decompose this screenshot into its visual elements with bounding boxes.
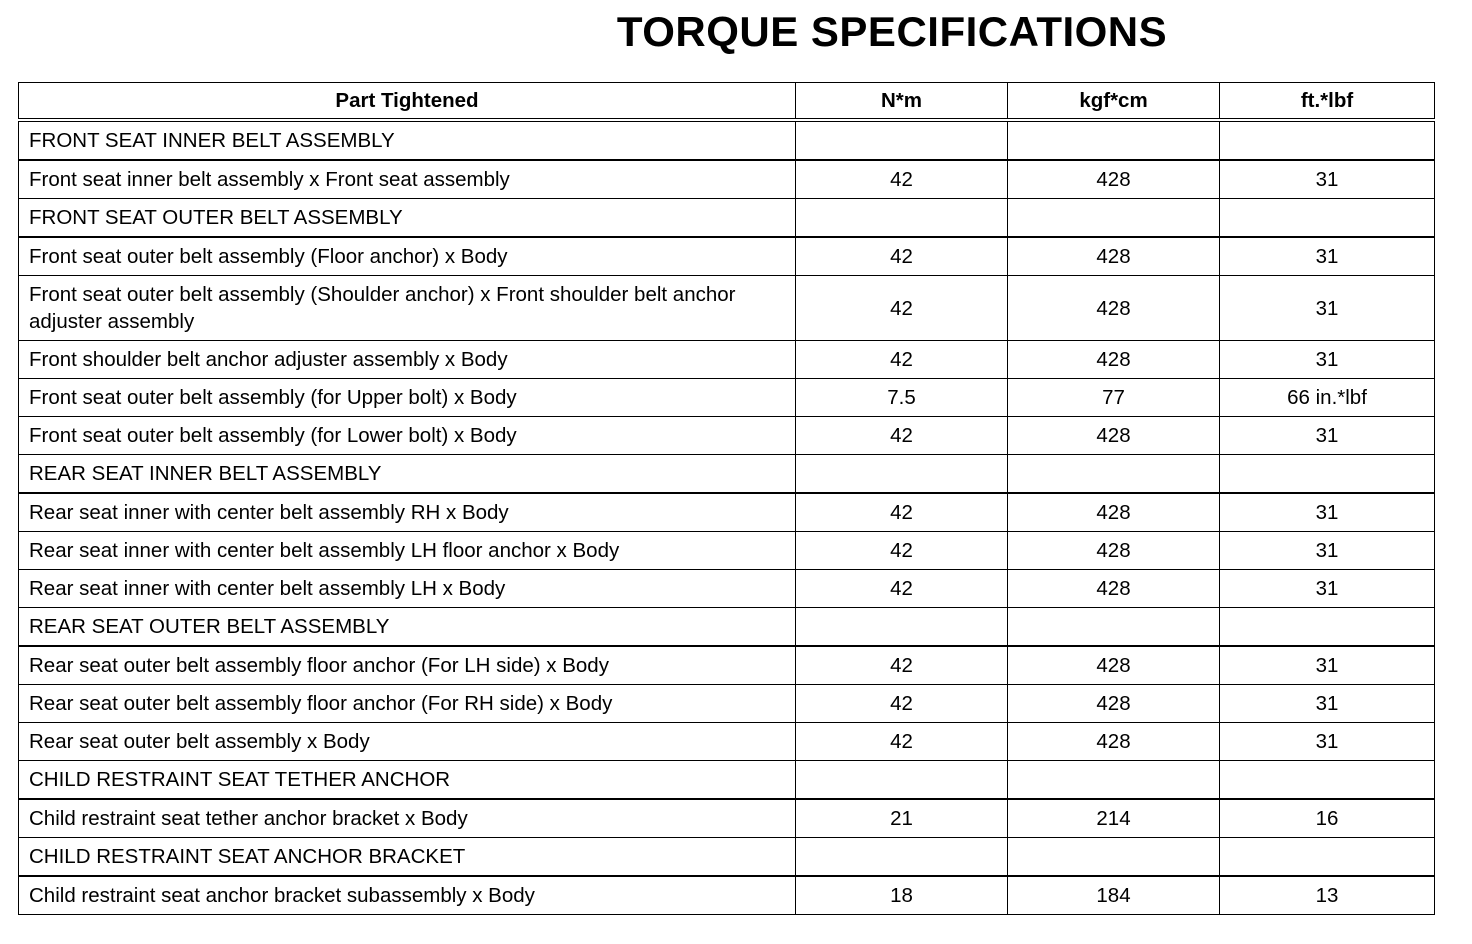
ft-cell: 31 — [1220, 493, 1435, 532]
kgf-cell: 428 — [1008, 237, 1220, 276]
part-cell: REAR SEAT OUTER BELT ASSEMBLY — [19, 608, 796, 647]
ft-cell: 31 — [1220, 160, 1435, 199]
ft-cell — [1220, 199, 1435, 238]
part-cell: Rear seat outer belt assembly floor anchor (For LH side) x Body — [19, 646, 796, 685]
nm-cell: 42 — [796, 723, 1008, 761]
ft-cell: 31 — [1220, 570, 1435, 608]
torque-spec-table — [18, 82, 1435, 915]
kgf-cell: 428 — [1008, 417, 1220, 455]
ft-cell: 31 — [1220, 685, 1435, 723]
nm-cell — [796, 120, 1008, 160]
table-row — [19, 570, 1435, 608]
ft-cell — [1220, 761, 1435, 800]
kgf-cell: 184 — [1008, 876, 1220, 915]
ft-cell — [1220, 120, 1435, 160]
part-cell: FRONT SEAT INNER BELT ASSEMBLY — [19, 120, 796, 160]
part-cell: Rear seat inner with center belt assembly RH x Body — [19, 493, 796, 532]
ft-cell: 31 — [1220, 646, 1435, 685]
ft-cell: 31 — [1220, 417, 1435, 455]
kgf-cell — [1008, 120, 1220, 160]
kgf-cell: 428 — [1008, 570, 1220, 608]
part-cell: Front seat outer belt assembly (Shoulder anchor) x Front shoulder belt anchor adjuster assembly — [19, 276, 796, 341]
nm-cell — [796, 199, 1008, 238]
kgf-cell — [1008, 199, 1220, 238]
part-cell: Rear seat outer belt assembly floor anchor (For RH side) x Body — [19, 685, 796, 723]
nm-cell: 42 — [796, 417, 1008, 455]
kgf-cell: 428 — [1008, 341, 1220, 379]
nm-cell: 42 — [796, 685, 1008, 723]
kgf-cell: 428 — [1008, 646, 1220, 685]
ft-cell: 66 in.*lbf — [1220, 379, 1435, 417]
kgf-cell: 428 — [1008, 276, 1220, 341]
part-cell: Front seat outer belt assembly (for Lower bolt) x Body — [19, 417, 796, 455]
nm-cell — [796, 761, 1008, 800]
nm-cell: 18 — [796, 876, 1008, 915]
ft-cell: 16 — [1220, 799, 1435, 838]
table-row — [19, 417, 1435, 455]
part-cell: Front shoulder belt anchor adjuster assembly x Body — [19, 341, 796, 379]
ft-cell: 31 — [1220, 341, 1435, 379]
nm-cell — [796, 838, 1008, 877]
kgf-cell — [1008, 838, 1220, 877]
kgf-cell: 428 — [1008, 532, 1220, 570]
table-section-row — [19, 608, 1435, 647]
part-cell: REAR SEAT INNER BELT ASSEMBLY — [19, 455, 796, 494]
nm-cell — [796, 455, 1008, 494]
kgf-cell: 428 — [1008, 723, 1220, 761]
table-row — [19, 341, 1435, 379]
header-nm: N*m — [796, 83, 1008, 121]
part-cell: Rear seat outer belt assembly x Body — [19, 723, 796, 761]
kgf-cell: 214 — [1008, 799, 1220, 838]
table-section-row — [19, 761, 1435, 800]
page-title: TORQUE SPECIFICATIONS — [616, 8, 1168, 55]
nm-cell: 7.5 — [796, 379, 1008, 417]
kgf-cell — [1008, 608, 1220, 647]
part-cell: CHILD RESTRAINT SEAT ANCHOR BRACKET — [19, 838, 796, 877]
part-cell: CHILD RESTRAINT SEAT TETHER ANCHOR — [19, 761, 796, 800]
nm-cell: 42 — [796, 276, 1008, 341]
ft-cell: 31 — [1220, 276, 1435, 341]
part-cell: Rear seat inner with center belt assembly LH x Body — [19, 570, 796, 608]
part-cell: Rear seat inner with center belt assembly LH floor anchor x Body — [19, 532, 796, 570]
part-cell: Child restraint seat anchor bracket subassembly x Body — [19, 876, 796, 915]
table-row — [19, 646, 1435, 685]
nm-cell: 21 — [796, 799, 1008, 838]
table-section-row — [19, 455, 1435, 494]
table-row — [19, 532, 1435, 570]
ft-cell — [1220, 608, 1435, 647]
table-row — [19, 876, 1435, 915]
nm-cell: 42 — [796, 646, 1008, 685]
nm-cell: 42 — [796, 532, 1008, 570]
table-row — [19, 493, 1435, 532]
table-row — [19, 379, 1435, 417]
nm-cell: 42 — [796, 237, 1008, 276]
table-section-row — [19, 838, 1435, 877]
header-ft-lbf: ft.*lbf — [1220, 83, 1435, 121]
table-section-row — [19, 120, 1435, 160]
ft-cell: 31 — [1220, 237, 1435, 276]
table-row — [19, 799, 1435, 838]
kgf-cell: 428 — [1008, 160, 1220, 199]
table-row — [19, 160, 1435, 199]
nm-cell: 42 — [796, 160, 1008, 199]
kgf-cell: 77 — [1008, 379, 1220, 417]
kgf-cell — [1008, 761, 1220, 800]
header-part-tightened: Part Tightened — [19, 83, 796, 121]
table-row — [19, 276, 1435, 341]
header-kgf-cm: kgf*cm — [1008, 83, 1220, 121]
ft-cell: 13 — [1220, 876, 1435, 915]
table-row — [19, 237, 1435, 276]
kgf-cell: 428 — [1008, 493, 1220, 532]
ft-cell — [1220, 455, 1435, 494]
table-header-row — [19, 83, 1435, 121]
ft-cell: 31 — [1220, 532, 1435, 570]
kgf-cell — [1008, 455, 1220, 494]
nm-cell — [796, 608, 1008, 647]
nm-cell: 42 — [796, 570, 1008, 608]
part-cell: Child restraint seat tether anchor bracket x Body — [19, 799, 796, 838]
part-cell: Front seat outer belt assembly (Floor anchor) x Body — [19, 237, 796, 276]
nm-cell: 42 — [796, 493, 1008, 532]
part-cell: Front seat outer belt assembly (for Upper bolt) x Body — [19, 379, 796, 417]
part-cell: FRONT SEAT OUTER BELT ASSEMBLY — [19, 199, 796, 238]
nm-cell: 42 — [796, 341, 1008, 379]
kgf-cell: 428 — [1008, 685, 1220, 723]
table-section-row — [19, 199, 1435, 238]
part-cell: Front seat inner belt assembly x Front seat assembly — [19, 160, 796, 199]
table-row — [19, 723, 1435, 761]
ft-cell: 31 — [1220, 723, 1435, 761]
ft-cell — [1220, 838, 1435, 877]
table-row — [19, 685, 1435, 723]
